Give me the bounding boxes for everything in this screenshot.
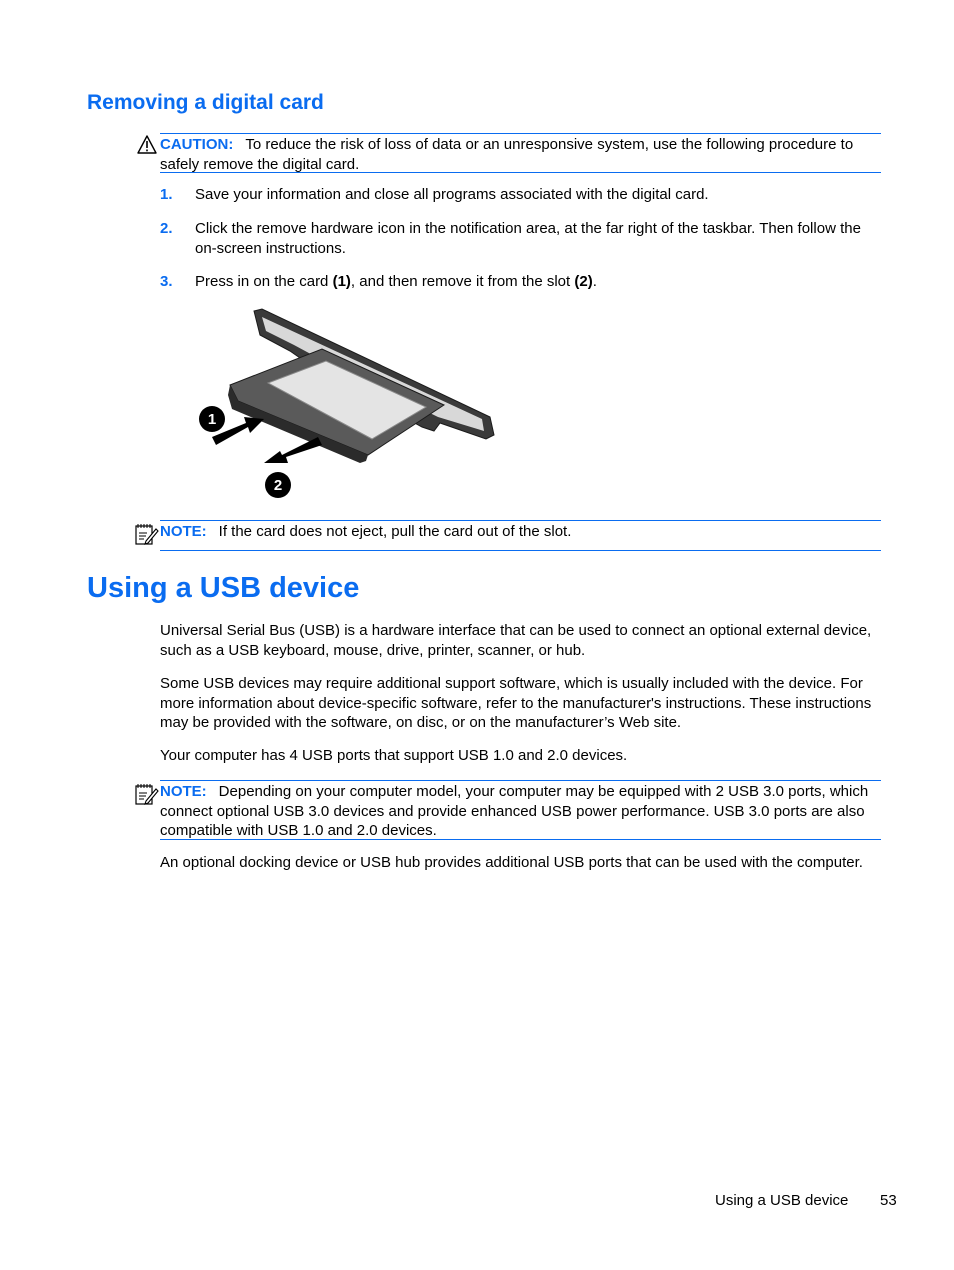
digital-card-removal-illustration xyxy=(190,305,500,500)
footer-title: Using a USB device xyxy=(715,1192,849,1209)
note-text: Depending on your computer model, your computer may be equipped with 2 USB 3.0 ports, which connect optional USB 3.0 devices and provide enhanced USB power performance. USB 3.0 ports are also compatible with USB 1.0 and 2.0 devices. xyxy=(160,783,869,839)
usb-paragraph-1: Universal Serial Bus (USB) is a hardware interface that can be used to connect an optional external device, such as a USB keyboard, mouse, drive, printer, scanner, or hub. xyxy=(160,622,872,659)
step-number: 1. xyxy=(160,186,173,203)
section-heading-removing-card: Removing a digital card xyxy=(87,91,324,114)
caution-text: To reduce the risk of loss of data or an unresponsive system, use the following procedure to safely remove the digital card. xyxy=(160,136,854,173)
usb-paragraph-2: Some USB devices may require additional support software, which is usually included with the device. For more information about device-specific software, refer to the manufacturer's instructions. These instructions may be provided with the software, on disc, or on the manufacturer’s Web site. xyxy=(160,675,872,731)
caution-label: CAUTION: xyxy=(160,136,234,153)
step-number: 2. xyxy=(160,220,173,237)
step-text: Press in on the card (1), and then remove it from the slot (2). xyxy=(195,273,597,290)
section-heading-usb: Using a USB device xyxy=(87,572,360,604)
callout-2-label: 2 xyxy=(273,477,283,494)
step-number: 3. xyxy=(160,273,173,290)
note-box-card xyxy=(160,520,881,551)
note-icon xyxy=(135,523,159,550)
page-number: 53 xyxy=(880,1192,897,1209)
usb-paragraph-4: An optional docking device or USB hub provides additional USB ports that can be used with the computer. xyxy=(160,854,863,871)
usb-paragraph-3: Your computer has 4 USB ports that support USB 1.0 and 2.0 devices. xyxy=(160,747,628,764)
note-label: NOTE: xyxy=(160,783,207,800)
caution-warning-icon xyxy=(137,135,157,159)
note-text: If the card does not eject, pull the card out of the slot. xyxy=(218,523,572,540)
note-box-usb xyxy=(160,780,881,840)
callout-1-label: 1 xyxy=(207,411,217,428)
caution-box xyxy=(160,133,881,173)
note-label: NOTE: xyxy=(160,523,207,540)
step-text: Save your information and close all programs associated with the digital card. xyxy=(195,186,709,203)
note-icon xyxy=(135,783,159,810)
step-text: Click the remove hardware icon in the notification area, at the far right of the taskbar. Then follow the on-screen instructions. xyxy=(195,220,861,257)
